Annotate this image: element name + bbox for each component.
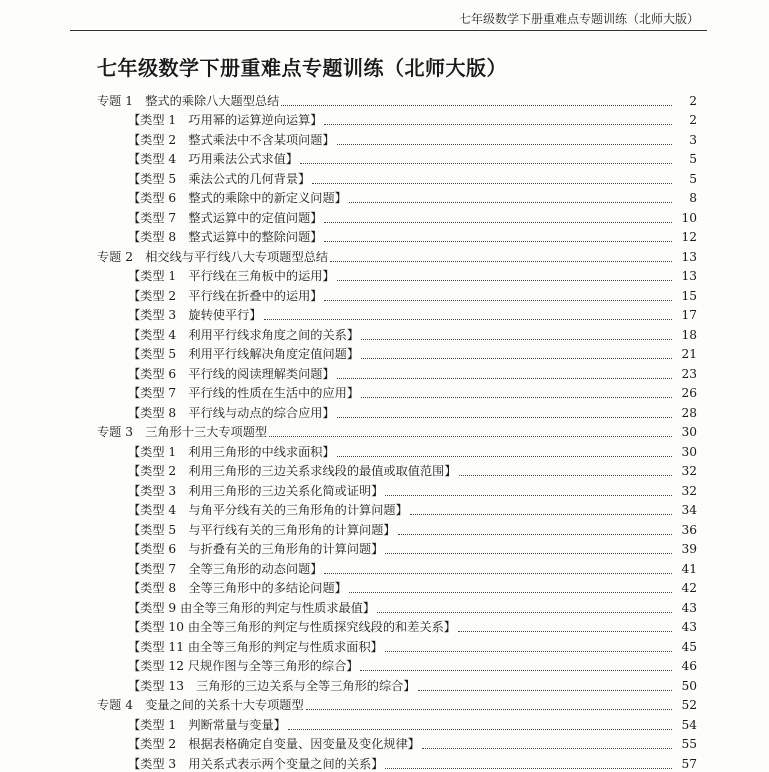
toc-entry-label: 【类型 3 旋转使平行】 [128,308,262,322]
dot-leader [337,417,672,418]
toc-type-entry[interactable] [0,304,769,324]
toc-page-number: 3 [689,132,697,147]
dot-leader [361,397,672,398]
toc-page-number: 39 [681,542,697,556]
toc-type-entry[interactable] [0,284,769,304]
toc-entry-label: 【类型 7 全等三角形的动态问题】 [128,561,323,576]
toc-type-entry[interactable] [0,538,769,558]
toc-page-number: 10 [681,210,697,225]
dot-leader [418,690,672,691]
toc-page-number: 42 [681,581,697,595]
toc-entry-label: 【类型 6 平行线的阅读理解类问题】 [128,366,335,381]
document-title: 七年级数学下册重难点专题训练（北师大版） [97,56,507,80]
dot-leader [337,280,672,281]
toc-type-entry[interactable] [0,148,769,168]
toc-entry-label: 专题 2 相交线与平行线八大专项题型总结 [97,249,329,264]
toc-page-number: 50 [681,678,697,693]
toc-entry-label: 【类型 5 乘法公式的几何背景】 [128,171,311,186]
toc-type-entry[interactable] [0,479,769,499]
toc-page-number: 2 [689,93,697,108]
toc-type-entry[interactable] [0,577,769,597]
toc-entry-label: 【类型 3 利用三角形的三边关系化简或证明】 [128,483,384,498]
toc-page-number: 46 [681,659,697,673]
toc-type-entry[interactable] [0,343,769,363]
toc-page-number: 41 [681,561,697,576]
toc-entry-label: 【类型 4 与角平分线有关的三角形角的计算问题】 [128,503,408,517]
toc-type-entry[interactable] [0,206,769,226]
dot-leader [361,339,672,340]
toc-entry-label: 【类型 1 判断常量与变量】 [128,717,286,732]
dot-leader [385,768,672,769]
toc-entry-label: 专题 1 整式的乘除八大题型总结 [97,93,280,108]
toc-page-number: 43 [681,600,697,615]
toc-page-number: 55 [681,737,697,751]
header-divider [70,30,707,31]
toc-entry-label: 【类型 11 由全等三角形的判定与性质求面积】 [128,639,383,654]
toc-page-number: 21 [681,347,697,361]
dot-leader [385,651,672,652]
toc-topic-entry[interactable] [0,89,769,109]
toc-type-entry[interactable] [0,518,769,538]
toc-type-entry[interactable] [0,460,769,480]
toc-type-entry[interactable] [0,713,769,733]
dot-leader [324,300,672,301]
toc-entry-label: 专题 3 三角形十三大专项题型 [97,425,268,439]
toc-page-number: 30 [681,444,697,459]
toc-type-entry[interactable] [0,733,769,753]
table-of-contents [0,89,769,772]
running-header: 七年级数学下册重难点专题训练（北师大版） [458,12,699,26]
toc-type-entry[interactable] [0,382,769,402]
toc-type-entry[interactable] [0,362,769,382]
toc-page-number: 36 [681,522,697,537]
dot-leader [312,183,672,184]
toc-page-number: 12 [681,230,697,244]
toc-type-entry[interactable] [0,596,769,616]
toc-page-number: 45 [681,639,697,654]
toc-page-number: 52 [681,698,697,712]
toc-entry-label: 【类型 2 平行线在折叠中的运用】 [128,288,323,303]
toc-topic-entry[interactable] [0,245,769,265]
dot-leader [264,319,672,320]
toc-entry-label: 【类型 1 利用三角形的中线求面积】 [128,444,335,459]
dot-leader [458,631,672,632]
dot-leader [410,514,672,515]
dot-leader [337,144,672,145]
dot-leader [281,105,672,106]
toc-entry-label: 【类型 6 与折叠有关的三角形角的计算问题】 [128,542,384,556]
dot-leader [269,436,672,437]
toc-type-entry[interactable] [0,655,769,675]
dot-leader [337,456,672,457]
toc-page-number: 34 [681,503,697,517]
dot-leader [385,553,672,554]
dot-leader [324,241,672,242]
toc-type-entry[interactable] [0,128,769,148]
toc-topic-entry[interactable] [0,421,769,441]
toc-type-entry[interactable] [0,323,769,343]
toc-entry-label: 【类型 12 尺规作图与全等三角形的综合】 [128,659,359,673]
toc-entry-label: 【类型 3 用关系式表示两个变量之间的关系】 [128,756,384,771]
dot-leader [324,222,672,223]
toc-page-number: 13 [681,249,697,264]
dot-leader [385,495,672,496]
toc-entry-label: 【类型 1 平行线在三角板中的运用】 [128,269,335,283]
dot-leader [324,573,672,574]
dot-leader [361,358,672,359]
toc-type-entry[interactable] [0,557,769,577]
toc-page-number: 23 [681,366,697,381]
toc-type-entry[interactable] [0,674,769,694]
toc-type-entry[interactable] [0,109,769,129]
toc-page-number: 30 [681,425,697,439]
toc-page-number: 8 [689,191,697,205]
toc-type-entry[interactable] [0,401,769,421]
dot-leader [377,612,672,613]
toc-entry-label: 【类型 2 整式乘法中不含某项问题】 [128,132,335,147]
toc-page-number: 13 [681,269,697,283]
dot-leader [306,709,672,710]
toc-type-entry[interactable] [0,226,769,246]
toc-page-number: 28 [681,405,697,420]
toc-topic-entry[interactable] [0,694,769,714]
toc-page-number: 17 [681,308,697,322]
dot-leader [422,748,672,749]
toc-entry-label: 【类型 13 三角形的三边关系与全等三角形的综合】 [128,678,416,693]
toc-page-number: 2 [689,113,697,127]
dot-leader [360,670,672,671]
dot-leader [330,261,672,262]
toc-type-entry[interactable] [0,499,769,519]
toc-entry-label: 【类型 5 利用平行线解决角度定值问题】 [128,347,360,361]
dot-leader [324,124,672,125]
toc-entry-label: 【类型 9 由全等三角形的判定与性质求最值】 [128,600,376,615]
toc-entry-label: 【类型 8 整式运算中的整除问题】 [128,230,323,244]
toc-page-number: 15 [681,288,697,303]
toc-type-entry[interactable] [0,167,769,187]
toc-page-number: 54 [681,717,697,732]
toc-entry-label: 【类型 8 平行线与动点的综合应用】 [128,405,335,420]
toc-page-number: 5 [689,152,697,166]
dot-leader [288,729,672,730]
toc-page-number: 57 [681,756,697,771]
toc-entry-label: 【类型 2 利用三角形的三边关系求线段的最值或取值范围】 [128,464,457,478]
toc-page-number: 43 [681,620,697,634]
toc-entry-label: 【类型 7 平行线的性质在生活中的应用】 [128,386,360,400]
toc-entry-label: 【类型 1 巧用幂的运算逆向运算】 [128,113,323,127]
toc-type-entry[interactable] [0,265,769,285]
toc-type-entry[interactable] [0,440,769,460]
toc-page-number: 5 [689,171,697,186]
dot-leader [337,378,672,379]
toc-entry-label: 【类型 5 与平行线有关的三角形角的计算问题】 [128,522,396,537]
toc-entry-label: 【类型 7 整式运算中的定值问题】 [128,210,323,225]
dot-leader [349,202,672,203]
toc-entry-label: 【类型 2 根据表格确定自变量、因变量及变化规律】 [128,737,420,751]
toc-entry-label: 【类型 6 整式的乘除中的新定义问题】 [128,191,347,205]
toc-type-entry[interactable] [0,187,769,207]
dot-leader [398,534,672,535]
dot-leader [300,163,672,164]
toc-type-entry[interactable] [0,616,769,636]
toc-entry-label: 【类型 4 利用平行线求角度之间的关系】 [128,327,360,342]
toc-entry-label: 【类型 8 全等三角形中的多结论问题】 [128,581,347,595]
toc-page-number: 18 [681,327,697,342]
toc-entry-label: 专题 4 变量之间的关系十大专项题型 [97,698,304,712]
toc-entry-label: 【类型 10 由全等三角形的判定与性质探究线段的和差关系】 [128,620,456,634]
toc-page-number: 26 [681,386,697,400]
dot-leader [459,475,672,476]
dot-leader [349,592,672,593]
toc-entry-label: 【类型 4 巧用乘法公式求值】 [128,152,299,166]
toc-page-number: 32 [681,464,697,478]
toc-page-number: 32 [681,483,697,498]
toc-type-entry[interactable] [0,635,769,655]
